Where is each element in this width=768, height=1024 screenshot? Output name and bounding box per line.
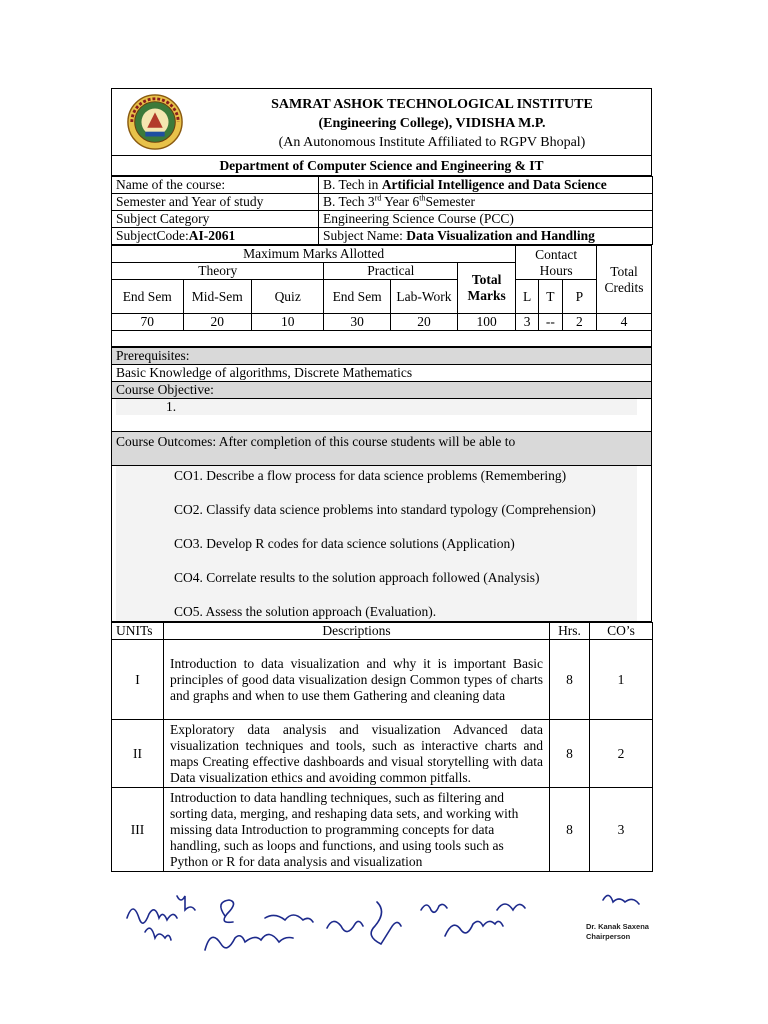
units-header: UNITs	[112, 623, 164, 640]
marks-value: 2	[562, 314, 596, 331]
unit-description: Exploratory data analysis and visualization Advanced data visualization techniques and tools, such as interactive charts and maps Creating effective dashboards and visual storytelling with data Data visualization ethics and avoiding common pitfalls.	[164, 720, 550, 788]
unit-hours: 8	[550, 640, 590, 720]
outcome-item: CO1. Describe a flow process for data science problems (Remembering)	[174, 468, 567, 483]
prerequisites-value: Basic Knowledge of algorithms, Discrete Mathematics	[112, 365, 652, 382]
marks-value: 100	[458, 314, 516, 331]
quiz-header: Quiz	[251, 280, 324, 314]
marks-value: 10	[251, 314, 324, 331]
unit-co: 2	[590, 720, 653, 788]
lab-work-header: Lab-Work	[390, 280, 457, 314]
semester-part-b: Year 6	[381, 194, 420, 209]
affiliation-text: (An Autonomous Institute Affiliated to RGPV Bhopal)	[278, 135, 586, 150]
institute-logo-icon	[126, 93, 184, 151]
hrs-header: Hrs.	[550, 623, 590, 640]
subject-code-value: AI-2061	[188, 228, 236, 243]
subject-name-label: Subject Name:	[323, 228, 407, 243]
total-credits-header: Total Credits	[597, 246, 652, 314]
cos-header: CO’s	[590, 623, 653, 640]
course-name-label: Name of the course:	[112, 177, 319, 194]
marks-value: --	[538, 314, 562, 331]
t-header: T	[538, 280, 562, 314]
chairperson-name: Dr. Kanak Saxena	[586, 922, 649, 931]
college-name: (Engineering College), VIDISHA M.P.	[318, 116, 546, 131]
unit-description: Introduction to data handling techniques, such as filtering and sorting data, merging, and reshaping data sets, and working with missing data Introduction to programming concepts for data handling, such as loops and functions, and using tools such as Python or R for data analysis and visualization	[164, 788, 550, 872]
course-info-table	[111, 176, 653, 245]
outcome-item: CO5. Assess the solution approach (Evaluation).	[174, 604, 437, 619]
marks-value: 70	[112, 314, 184, 331]
department-title: Department of Computer Science and Engineering & IT	[112, 156, 652, 176]
semester-sup-th: th	[419, 193, 426, 203]
signatures-area	[115, 888, 655, 978]
objective-item: 1.	[116, 399, 637, 415]
subject-name-value: Data Visualization and Handling	[406, 228, 595, 243]
unit-co: 1	[590, 640, 653, 720]
header-table	[111, 88, 652, 176]
end-sem-header: End Sem	[112, 280, 184, 314]
descriptions-header: Descriptions	[164, 623, 550, 640]
semester-part-a: B. Tech 3	[323, 194, 375, 209]
total-marks-header: Total Marks	[458, 263, 516, 314]
syllabus-sheet	[111, 88, 652, 872]
marks-value: 3	[516, 314, 539, 331]
marks-table	[111, 245, 652, 347]
p-header: P	[562, 280, 596, 314]
marks-value: 20	[390, 314, 457, 331]
objective-label: Course Objective:	[112, 382, 652, 399]
unit-number: I	[112, 640, 164, 720]
course-name-bold: Artificial Intelligence and Data Science	[381, 177, 607, 192]
outcomes-cell	[112, 466, 652, 622]
theory-header: Theory	[112, 263, 324, 280]
details-table	[111, 347, 652, 622]
prerequisites-label: Prerequisites:	[112, 348, 652, 365]
practical-end-sem-header: End Sem	[324, 280, 390, 314]
outcome-item: CO4. Correlate results to the solution approach followed (Analysis)	[174, 570, 540, 585]
category-label: Subject Category	[112, 211, 319, 228]
unit-number: II	[112, 720, 164, 788]
l-header: L	[516, 280, 539, 314]
practical-header: Practical	[324, 263, 458, 280]
marks-value: 4	[597, 314, 652, 331]
semester-label: Semester and Year of study	[112, 194, 319, 211]
chairperson-title: Chairperson	[586, 932, 631, 941]
chairperson-block	[586, 922, 649, 942]
contact-hours-header: Contact Hours	[516, 246, 597, 280]
semester-sup-rd: rd	[374, 193, 382, 203]
unit-hours: 8	[550, 720, 590, 788]
subject-code-cell	[112, 228, 319, 245]
spacer-row	[112, 331, 652, 347]
semester-value	[319, 194, 653, 211]
unit-description: Introduction to data visualization and why it is important Basic principles of good data visualization design Common types of charts and graphs and when to use them Gathering and cleaning data	[164, 640, 550, 720]
course-name-value	[319, 177, 653, 194]
mid-sem-header: Mid-Sem	[183, 280, 251, 314]
outcome-item: CO3. Develop R codes for data science solutions (Application)	[174, 536, 515, 551]
subject-name-cell	[319, 228, 653, 245]
marks-value: 30	[324, 314, 390, 331]
handwritten-signatures-icon	[115, 888, 655, 978]
max-marks-title: Maximum Marks Allotted	[112, 246, 516, 263]
outcomes-label: Course Outcomes: After completion of this course students will be able to	[112, 432, 652, 466]
unit-co: 3	[590, 788, 653, 872]
header-cell	[112, 89, 652, 156]
unit-hours: 8	[550, 788, 590, 872]
subject-code-label: SubjectCode:	[116, 228, 189, 243]
semester-part-c: Semester	[425, 194, 475, 209]
marks-value: 20	[183, 314, 251, 331]
category-value: Engineering Science Course (PCC)	[319, 211, 653, 228]
institute-name: SAMRAT ASHOK TECHNOLOGICAL INSTITUTE	[271, 97, 593, 112]
units-table	[111, 622, 653, 872]
unit-number: III	[112, 788, 164, 872]
outcome-item: CO2. Classify data science problems into standard typology (Comprehension)	[174, 502, 596, 517]
objective-cell	[112, 399, 652, 432]
course-name-prefix: B. Tech in	[323, 177, 382, 192]
